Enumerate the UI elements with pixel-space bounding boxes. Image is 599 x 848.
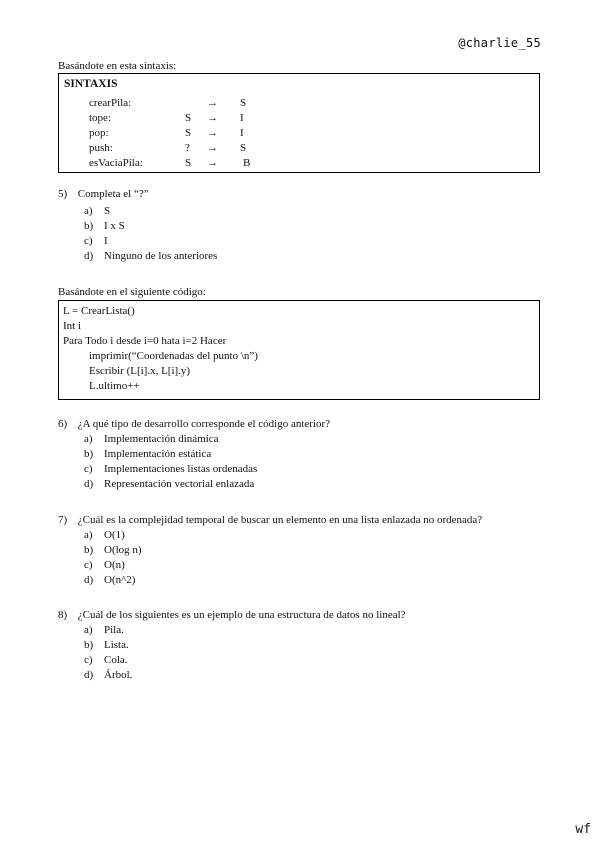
answer-option: [84, 639, 129, 651]
option-text: Ninguno de los anteriores: [104, 250, 218, 262]
syntax-intro: Basándote en esta sintaxis:: [58, 60, 177, 72]
option-text: Pila.: [104, 624, 124, 636]
option-letter: b): [84, 220, 94, 232]
syntax-row: [89, 112, 289, 126]
option-letter: c): [84, 235, 93, 247]
option-text: O(n): [104, 559, 125, 571]
option-text: I: [104, 235, 108, 247]
option-text: S: [104, 205, 111, 217]
option-text: Cola.: [104, 654, 128, 666]
answer-option: [84, 448, 211, 460]
question-text: ¿A qué tipo de desarrollo corresponde el código anterior?: [77, 418, 331, 430]
question-text: Completa el “?”: [77, 188, 149, 200]
operation-domain: S: [185, 157, 192, 169]
option-letter: b): [84, 448, 94, 460]
option-letter: a): [84, 205, 93, 217]
answer-option: [84, 654, 128, 666]
syntax-row: [89, 142, 289, 156]
code-line: L = CrearLista(): [63, 305, 135, 317]
option-text: Lista.: [104, 639, 129, 651]
answer-option: [84, 250, 217, 262]
code-line: Para Todo i desde i=0 hata i=2 Hacer: [63, 335, 227, 347]
question-8: [58, 609, 406, 621]
answer-option: [84, 624, 124, 636]
option-letter: d): [84, 669, 94, 681]
answer-option: [84, 529, 125, 541]
code-intro: Basándote en el siguiente código:: [58, 286, 206, 298]
option-text: Árbol.: [104, 669, 133, 681]
question-5: [58, 188, 149, 200]
question-number: 6): [58, 418, 68, 430]
option-letter: d): [84, 250, 94, 262]
answer-option: [84, 478, 254, 490]
operation-name: crearPila:: [89, 97, 132, 109]
code-line: Int i: [63, 320, 82, 332]
answer-option: [84, 559, 125, 571]
option-text: O(1): [104, 529, 125, 541]
question-number: 5): [58, 188, 68, 200]
answer-option: [84, 574, 135, 586]
operation-result: S: [240, 97, 247, 109]
arrow-symbol: →: [207, 142, 218, 154]
option-letter: c): [84, 654, 93, 666]
option-text: Implementaciones listas ordenadas: [104, 463, 258, 475]
option-text: Representación vectorial enlazada: [104, 478, 255, 490]
answer-option: [84, 544, 142, 556]
code-line: imprimir(“Coordenadas del punto \n”): [89, 350, 258, 362]
answer-option: [84, 205, 110, 217]
syntax-row: [89, 127, 289, 141]
option-letter: a): [84, 624, 93, 636]
operation-result: B: [243, 157, 251, 169]
syntax-row: [89, 157, 289, 171]
answer-option: [84, 433, 219, 445]
operation-domain: ?: [185, 142, 190, 154]
question-6: [58, 418, 330, 430]
option-letter: d): [84, 574, 94, 586]
operation-result: I: [240, 127, 244, 139]
operation-name: pop:: [89, 127, 109, 139]
author-handle: @charlie_55: [458, 36, 541, 50]
syntax-box: [58, 73, 540, 173]
arrow-symbol: →: [207, 112, 218, 124]
question-number: 8): [58, 609, 68, 621]
operation-name: tope:: [89, 112, 111, 124]
option-text: I x S: [104, 220, 125, 232]
option-text: Implementación dinámica: [104, 433, 219, 445]
arrow-symbol: →: [207, 97, 218, 109]
option-text: O(n^2): [104, 574, 136, 586]
syntax-row: [89, 97, 289, 111]
arrow-symbol: →: [207, 157, 218, 169]
option-letter: d): [84, 478, 94, 490]
question-7: [58, 514, 482, 526]
arrow-symbol: →: [207, 127, 218, 139]
answer-option: [84, 669, 132, 681]
operation-result: I: [240, 112, 244, 124]
option-letter: b): [84, 544, 94, 556]
option-letter: a): [84, 529, 93, 541]
operation-domain: S: [185, 112, 192, 124]
option-letter: c): [84, 463, 93, 475]
option-text: Implementación estática: [104, 448, 212, 460]
option-text: O(log n): [104, 544, 142, 556]
operation-name: esVaciaPila:: [89, 157, 143, 169]
question-text: ¿Cuál de los siguientes es un ejemplo de una estructura de datos no lineal?: [77, 609, 406, 621]
answer-option: [84, 220, 125, 232]
operation-result: S: [240, 142, 247, 154]
code-box: [58, 300, 540, 400]
syntax-box-title: SINTAXIS: [64, 78, 118, 90]
answer-option: [84, 235, 108, 247]
option-letter: c): [84, 559, 93, 571]
footer-mark: wf: [575, 822, 591, 837]
option-letter: a): [84, 433, 93, 445]
question-text: ¿Cuál es la complejidad temporal de buscar un elemento en una lista enlazada no ordenada?: [77, 514, 483, 526]
operation-name: push:: [89, 142, 113, 154]
code-line: L.ultimo++: [89, 380, 140, 392]
question-number: 7): [58, 514, 68, 526]
option-letter: b): [84, 639, 94, 651]
operation-domain: S: [185, 127, 192, 139]
answer-option: [84, 463, 257, 475]
code-line: Escribir (L[i].x, L[i].y): [89, 365, 191, 377]
